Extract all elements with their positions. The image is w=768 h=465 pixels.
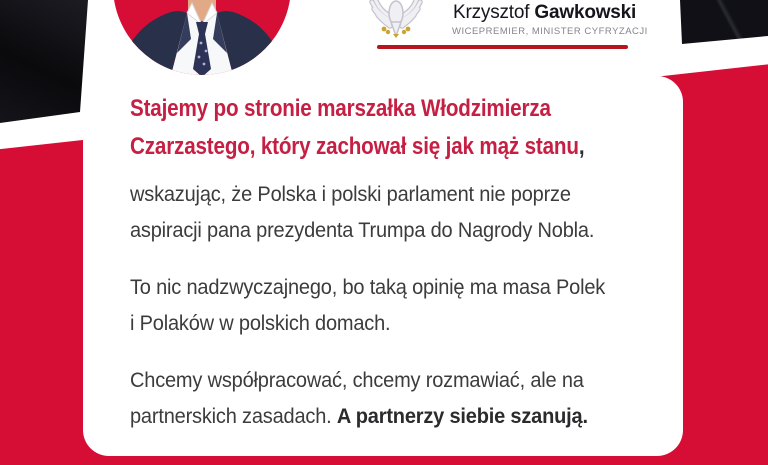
paragraph-3-line-1: Chcemy współpracować, chcemy rozmawiać, ale na bbox=[130, 368, 584, 392]
paragraph-1-line-2: aspiracji pana prezydenta Trumpa do Nagrody Nobla. bbox=[130, 218, 595, 242]
person-last-name: Gawkowski bbox=[534, 2, 637, 23]
person-name bbox=[453, 2, 636, 24]
paragraph-3-line-2-regular: partnerskich zasadach. bbox=[130, 404, 337, 428]
headline-line-1: Stajemy po stronie marszałka Włodzimierza bbox=[130, 95, 551, 122]
header-red-rule bbox=[377, 45, 628, 49]
person-first-name: Krzysztof bbox=[453, 2, 530, 23]
paragraph-3-line-2 bbox=[130, 398, 620, 434]
paragraph-3-line-2-bold: A partnerzy siebie szanują. bbox=[336, 404, 588, 428]
corner-photo-top-right bbox=[680, 0, 768, 50]
portrait-photo bbox=[113, 0, 291, 75]
paragraph-3 bbox=[130, 362, 657, 434]
statement-card bbox=[83, 76, 683, 456]
polish-eagle-emblem-icon bbox=[368, 0, 424, 40]
headline bbox=[130, 90, 657, 166]
portrait-avatar bbox=[113, 0, 291, 75]
paragraph-2-line-1: To nic nadzwyczajnego, bo taką opinię ma masa Polek bbox=[130, 275, 606, 299]
paragraph-2 bbox=[130, 269, 657, 341]
headline-line-2-red: Czarzastego, który zachował się jak mąż stanu bbox=[130, 133, 579, 160]
headline-line-2-comma: , bbox=[578, 133, 585, 160]
paragraph-1-line-1: wskazując, że Polska i polski parlament nie poprze bbox=[130, 182, 571, 206]
paragraph-2-line-2: i Polaków w polskich domach. bbox=[130, 311, 391, 335]
person-title: WICEPREMIER, MINISTER CYFRYZACJI bbox=[452, 26, 648, 37]
headline-line-2 bbox=[130, 128, 583, 166]
paragraph-1 bbox=[130, 176, 657, 248]
